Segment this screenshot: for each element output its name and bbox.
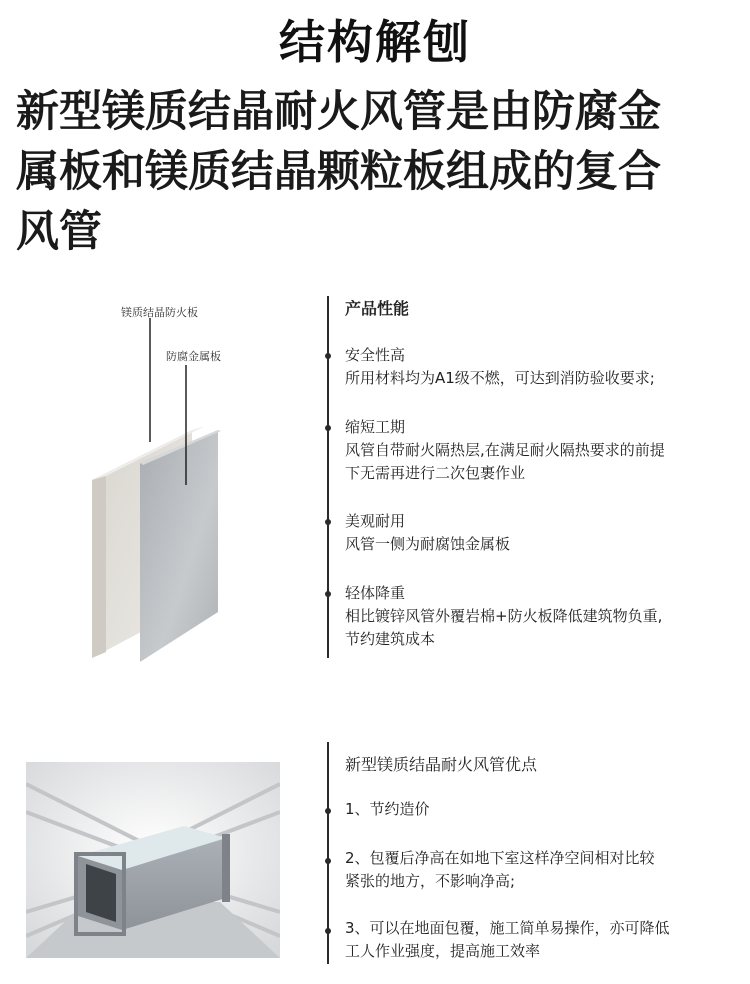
- intro-paragraph: [16, 82, 736, 262]
- bullet-dot: [325, 808, 331, 814]
- feature-desc: 下无需再进行二次包裹作业: [345, 464, 526, 482]
- feature-title: 安全性高: [345, 346, 406, 364]
- feature-title: 缩短工期: [345, 418, 406, 436]
- advantage-line: 1、节约造价: [345, 800, 430, 818]
- feature-item: [345, 416, 665, 485]
- fire-board-side: [92, 476, 106, 658]
- feature-desc: 风管自带耐火隔热层,在满足耐火隔热要求的前提: [345, 441, 665, 459]
- bullet-dot: [325, 425, 331, 431]
- advantage-item: [345, 847, 655, 893]
- feature-item: [345, 344, 655, 390]
- advantage-line: 3、可以在地面包覆，施工简单易操作，亦可降低: [345, 919, 670, 937]
- feature-title: 轻体降重: [345, 584, 406, 602]
- feature-desc: 相比镀锌风管外覆岩棉+防火板降低建筑物负重,: [345, 607, 663, 625]
- feature-item: [345, 582, 662, 651]
- feature-desc: 节约建筑成本: [345, 630, 436, 648]
- duct-flange-far: [222, 834, 230, 902]
- duct-photo: [26, 762, 280, 958]
- feature-desc: 风管一侧为耐腐蚀金属板: [345, 535, 511, 553]
- bullet-dot: [325, 928, 331, 934]
- label-fire-board: 镁质结晶防火板: [121, 306, 198, 319]
- advantage-line: 工人作业强度，提高施工效率: [345, 942, 541, 960]
- intro-line: 风管: [16, 207, 102, 257]
- bullet-dot: [325, 353, 331, 359]
- feature-desc: 所用材料均为A1级不燃，可达到消防验收要求;: [345, 369, 655, 387]
- intro-line: 新型镁质结晶耐火风管是由防腐金: [16, 87, 661, 137]
- timeline-line: [327, 296, 329, 658]
- bullet-dot: [325, 591, 331, 597]
- bullet-dot: [325, 519, 331, 525]
- feature-item: [345, 510, 510, 556]
- advantage-line: 2、包覆后净高在如地下室这样净空间相对比较: [345, 849, 655, 867]
- panel-structure-illustration: [0, 280, 330, 680]
- intro-line: 属板和镁质结晶颗粒板组成的复合: [16, 147, 661, 197]
- feature-title: 美观耐用: [345, 512, 406, 530]
- section-heading-advantages: 新型镁质结晶耐火风管优点: [345, 755, 538, 774]
- label-metal-plate: 防腐金属板: [166, 350, 221, 363]
- section-heading-performance: 产品性能: [345, 299, 410, 318]
- metal-plate-front: [140, 430, 218, 662]
- duct-opening: [86, 864, 116, 922]
- page-title: 结构解刨: [279, 15, 471, 69]
- advantage-line: 紧张的地方，不影响净高;: [345, 872, 516, 890]
- advantage-item: [345, 917, 670, 963]
- bullet-dot: [325, 858, 331, 864]
- advantage-item: [345, 798, 430, 821]
